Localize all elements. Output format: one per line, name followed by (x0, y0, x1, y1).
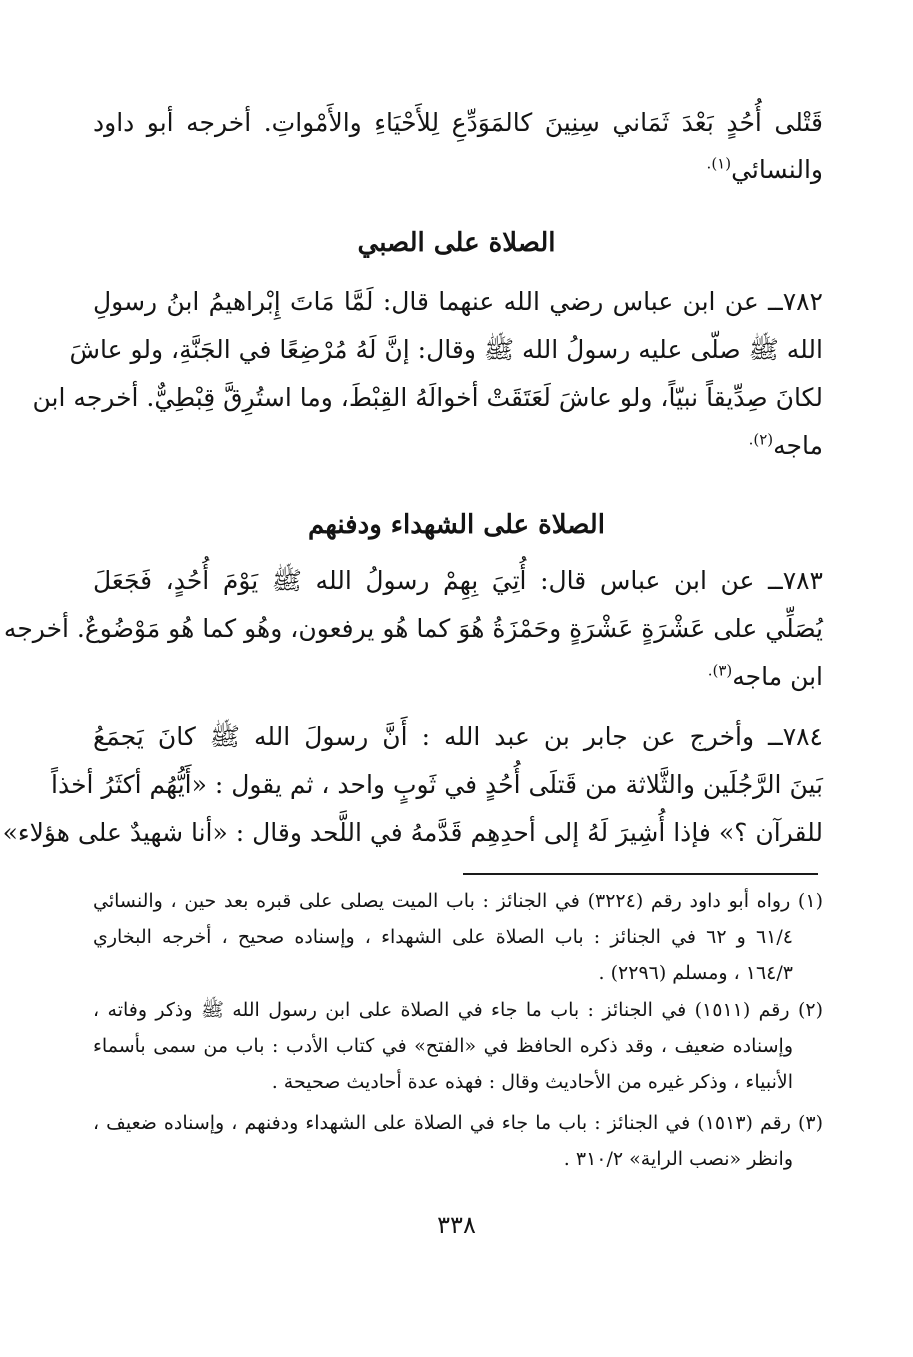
footnote-line: (٣) رقم (١٥١٣) في الجنائز : باب ما جاء في الصلاة على الشهداء ودفنهم ، وإسناده ضعيف ، (93, 1112, 824, 1134)
body-line: والنسائي$^{(١).}$ (706, 154, 823, 184)
body-line: ابن ماجه$^{(٣).}$ (707, 661, 823, 691)
body-line: للقرآن ؟» فإذا أُشِيرَ لَهُ إلى أحدِهِم قَدَّمهُ في اللَّحد وقال : «أنا شهيدٌ على هؤلاء» (2, 818, 823, 847)
body-line: قَتْلى أُحُدٍ بَعْدَ ثَمَاني سِنِينَ كالمَوَدِّعِ لِلأَحْيَاءِ والأَمْواتِ. أخرجه أبو داود (93, 108, 823, 137)
footnote-line: الأنبياء ، وذكر غيره من الأحاديث وقال : فهذه عدة أحاديث صحيحة . (271, 1071, 793, 1093)
footnote-ref: (١). (706, 154, 732, 173)
footnote-separator (463, 873, 818, 875)
page-number: ٣٣٨ (437, 1211, 476, 1239)
body-line: ماجه$^{(٢).}$ (748, 430, 823, 460)
body-line: ٧٨٢ــ عن ابن عباس رضي الله عنهما قال: لَمَّا مَاتَ إِبْراهيمُ ابنُ رسولِ (93, 287, 823, 316)
body-line: يُصَلِّي على عَشْرَةٍ عَشْرَةٍ وحَمْزَةُ هُوَ كما هُو يرفعون، وهُو كما هُو مَوْضُوعٌ. أخرجه (3, 614, 823, 643)
footnote-line: (١) رواه أبو داود رقم (٣٢٢٤) في الجنائز : باب الميت يصلى على قبره بعد حين ، والنسائي (93, 890, 823, 912)
footnote-ref: (٢). (748, 430, 774, 449)
footnote-line: وإسناده ضعيف ، وقد ذكره الحافظ في «الفتح» في كتاب الأدب : باب من سمى بأسماء (93, 1035, 793, 1057)
body-line: ٧٨٣ــ عن ابن عباس قال: أُتِيَ بِهِمْ رسولُ الله ﷺ يَوْمَ أُحُدٍ، فَجَعَلَ (93, 566, 823, 595)
section-heading: الصلاة على الشهداء ودفنهم (308, 510, 605, 540)
footnote-ref: (٣). (707, 661, 733, 680)
section-heading: الصلاة على الصبي (357, 228, 556, 258)
footnote-line: ١٦٤/٣ ، ومسلم (٢٢٩٦) . (598, 962, 793, 984)
body-line: ٧٨٤ــ وأخرج عن جابر بن عبد الله : أَنَّ رسولَ الله ﷺ كانَ يَجمَعُ (93, 722, 823, 751)
body-line: الله ﷺ صلّى عليه رسولُ الله ﷺ وقال: إنَّ لَهُ مُرْضِعًا في الجَنَّةِ، ولو عاشَ (69, 335, 823, 364)
footnote-line: ٦١/٤ و ٦٢ في الجنائز : باب الصلاة على الشهداء ، وإسناده صحيح ، أخرجه البخاري (93, 926, 793, 948)
body-line: بَينَ الرَّجُلَين والثَّلاثة من قَتلَى أُحُدٍ في ثَوبٍ واحد ، ثم يقول : «أَيُّهُم أكثَرُ أخذاً (51, 770, 823, 799)
footnote-line: (٢) رقم (١٥١١) في الجنائز : باب ما جاء في الصلاة على ابن رسول الله ﷺ وذكر وفاته ، (93, 999, 823, 1021)
footnote-line: وانظر «نصب الراية» ٣١٠/٢ . (563, 1148, 793, 1170)
body-line: لكانَ صِدِّيقاً نبيّاً، ولو عاشَ لَعَتَقَتْ أخوالَهُ القِبْطَ، وما استُرِقَّ قِبْطِيٌّ. أخرجه ابن (32, 383, 823, 412)
